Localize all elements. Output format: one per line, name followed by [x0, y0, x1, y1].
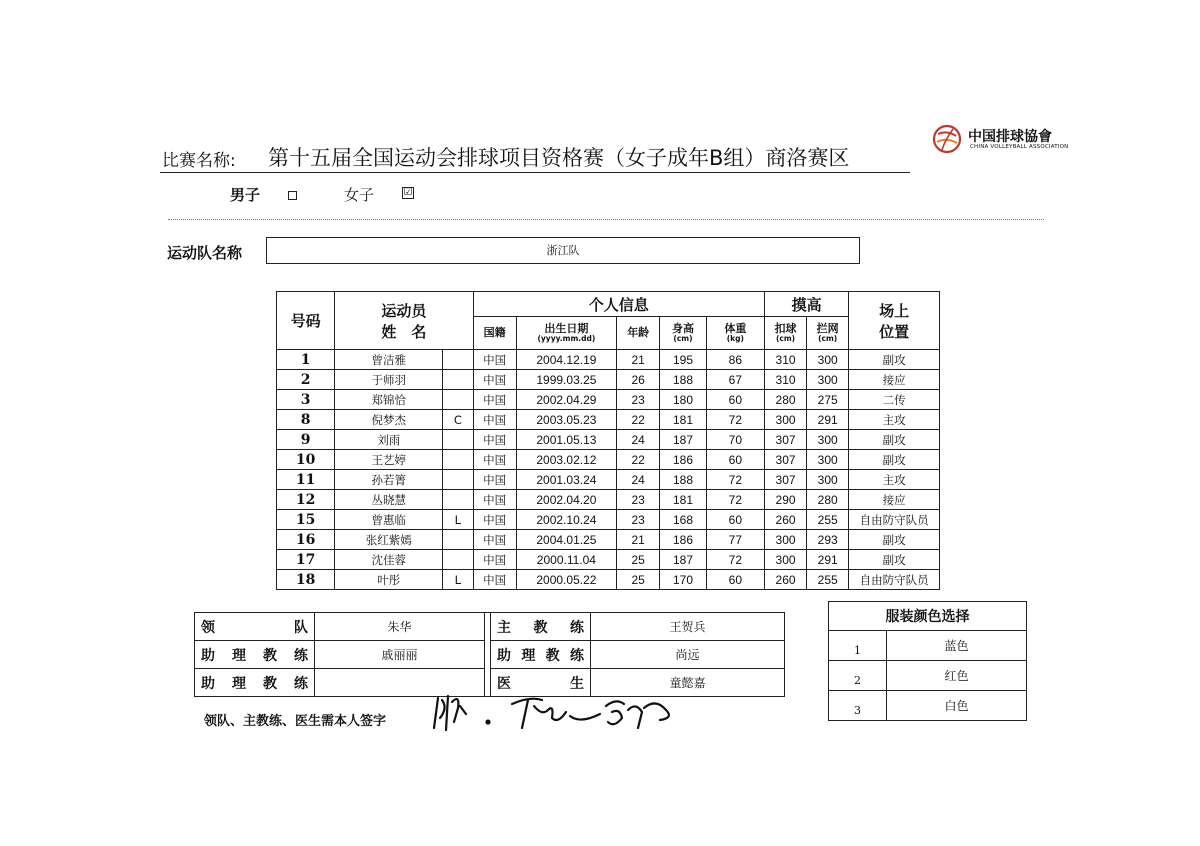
table-row — [277, 450, 940, 470]
roster-birth-date: 2002.04.20 — [516, 490, 616, 510]
roster-position: 自由防守队员 — [849, 570, 940, 590]
roster-spike: 300 — [765, 410, 807, 430]
signature-note: 领队、主教练、医生需本人签字 — [204, 714, 387, 729]
header-spike-label: 扣球 — [774, 322, 797, 335]
roster-birth-date: 2001.05.13 — [516, 430, 616, 450]
roster-age: 23 — [617, 390, 660, 410]
roster-birth-date: 2002.04.29 — [516, 390, 616, 410]
roster-height: 188 — [660, 370, 706, 390]
header-nationality: 国籍 — [473, 317, 516, 350]
roster-name: 王艺婷 — [335, 450, 443, 470]
roster-number: 11 — [277, 470, 335, 490]
roster-position: 副攻 — [849, 530, 940, 550]
roster-nationality: 中国 — [473, 450, 516, 470]
header-block-label: 拦网 — [816, 322, 839, 335]
table-row — [277, 550, 940, 570]
roster-nationality: 中国 — [473, 470, 516, 490]
roster-weight: 60 — [706, 390, 764, 410]
roster-block: 300 — [807, 470, 849, 490]
roster-spike: 300 — [765, 530, 807, 550]
roster-number: 8 — [277, 410, 335, 430]
table-row — [277, 570, 940, 590]
roster-spike: 290 — [765, 490, 807, 510]
roster-weight: 72 — [706, 470, 764, 490]
roster-mark — [443, 430, 473, 450]
roster-block: 300 — [807, 450, 849, 470]
check-icon: ☑ — [403, 187, 413, 198]
doctor-label: 医 生 — [491, 669, 591, 697]
roster-spike: 310 — [765, 370, 807, 390]
roster-mark — [443, 490, 473, 510]
roster-birth-date: 2004.12.19 — [516, 350, 616, 370]
roster-age: 22 — [617, 450, 660, 470]
roster-height: 188 — [660, 470, 706, 490]
header-position — [849, 292, 940, 350]
roster-position: 副攻 — [849, 350, 940, 370]
roster-nationality: 中国 — [473, 430, 516, 450]
roster-weight: 72 — [706, 410, 764, 430]
handwritten-signatures — [430, 688, 690, 734]
header-reach: 摸高 — [765, 292, 849, 317]
roster-age: 22 — [617, 410, 660, 430]
roster-height: 186 — [660, 450, 706, 470]
team-name-label: 运动队名称 — [167, 244, 243, 262]
roster-block: 300 — [807, 350, 849, 370]
roster-name: 倪梦杰 — [335, 410, 443, 430]
header-block-unit: (cm) — [818, 334, 838, 343]
uniform-color-3[interactable]: 白色 — [887, 691, 1027, 721]
roster-number: 9 — [277, 430, 335, 450]
roster-block: 255 — [807, 570, 849, 590]
roster-block: 291 — [807, 550, 849, 570]
uniform-index-3: 3 — [829, 691, 887, 721]
roster-block: 300 — [807, 370, 849, 390]
roster-spike: 307 — [765, 450, 807, 470]
roster-block: 300 — [807, 430, 849, 450]
team-name-value: 浙江队 — [546, 244, 580, 257]
roster-name: 丛晓慧 — [335, 490, 443, 510]
roster-number: 10 — [277, 450, 335, 470]
roster-height: 187 — [660, 430, 706, 450]
roster-block: 291 — [807, 410, 849, 430]
roster-number: 1 — [277, 350, 335, 370]
roster-mark — [443, 530, 473, 550]
header-number: 号码 — [277, 292, 335, 350]
roster-spike: 260 — [765, 510, 807, 530]
roster-nationality: 中国 — [473, 530, 516, 550]
roster-birth-date: 2001.03.24 — [516, 470, 616, 490]
head-coach-value[interactable]: 王贺兵 — [591, 613, 785, 641]
roster-mark — [443, 350, 473, 370]
assistant-coach-value-1[interactable]: 戚丽丽 — [315, 641, 485, 669]
roster-birth-date: 2000.05.22 — [516, 570, 616, 590]
roster-number: 17 — [277, 550, 335, 570]
roster-name: 于师羽 — [335, 370, 443, 390]
roster-nationality: 中国 — [473, 410, 516, 430]
header-spike-unit: (cm) — [775, 334, 796, 343]
header-height-label: 身高 — [671, 322, 694, 335]
roster-nationality: 中国 — [473, 490, 516, 510]
roster-spike: 260 — [765, 570, 807, 590]
roster-birth-date: 2004.01.25 — [516, 530, 616, 550]
roster-mark: C — [443, 410, 473, 430]
roster-name: 曾惠临 — [335, 510, 443, 530]
roster-nationality: 中国 — [473, 370, 516, 390]
roster-birth-date: 1999.03.25 — [516, 370, 616, 390]
roster-age: 21 — [617, 350, 660, 370]
roster-nationality: 中国 — [473, 510, 516, 530]
competition-label: 比赛名称: — [162, 151, 236, 171]
roster-age: 23 — [617, 490, 660, 510]
roster-number: 18 — [277, 570, 335, 590]
roster-nationality: 中国 — [473, 570, 516, 590]
roster-table — [276, 291, 940, 590]
roster-height: 170 — [660, 570, 706, 590]
roster-age: 21 — [617, 530, 660, 550]
roster-name: 张红紫嫣 — [335, 530, 443, 550]
roster-position: 自由防守队员 — [849, 510, 940, 530]
table-row — [277, 410, 940, 430]
leader-label: 领 队 — [195, 613, 315, 641]
roster-birth-date: 2003.02.12 — [516, 450, 616, 470]
assistant-coach-label-3: 助理教练 — [195, 669, 315, 697]
roster-number: 15 — [277, 510, 335, 530]
roster-spike: 310 — [765, 350, 807, 370]
roster-name: 叶彤 — [335, 570, 443, 590]
table-row — [277, 490, 940, 510]
header-weight — [706, 317, 764, 350]
roster-birth-date: 2000.11.04 — [516, 550, 616, 570]
header-height-unit: (cm) — [673, 334, 693, 343]
roster-name: 曾洁雅 — [335, 350, 443, 370]
table-row — [277, 430, 940, 450]
header-position-line1: 场上 — [879, 301, 910, 320]
roster-age: 24 — [617, 470, 660, 490]
roster-height: 181 — [660, 490, 706, 510]
roster-age: 25 — [617, 570, 660, 590]
roster-block: 280 — [807, 490, 849, 510]
divider — [168, 219, 1044, 220]
roster-number: 16 — [277, 530, 335, 550]
roster-spike: 280 — [765, 390, 807, 410]
assistant-coach-label-1: 助理教练 — [195, 641, 315, 669]
roster-name: 孙若箐 — [335, 470, 443, 490]
roster-height: 180 — [660, 390, 706, 410]
roster-name: 沈佳蓉 — [335, 550, 443, 570]
roster-height: 186 — [660, 530, 706, 550]
header-birth-date — [516, 317, 616, 350]
header-athlete — [335, 292, 473, 350]
roster-age: 23 — [617, 510, 660, 530]
roster-weight: 60 — [706, 510, 764, 530]
roster-number: 3 — [277, 390, 335, 410]
roster-number: 12 — [277, 490, 335, 510]
header-block — [807, 317, 849, 350]
female-checkbox[interactable] — [402, 187, 414, 199]
male-label: 男子 — [230, 186, 261, 204]
roster-spike: 307 — [765, 430, 807, 450]
team-name-field[interactable] — [266, 237, 860, 264]
header-height — [660, 317, 706, 350]
male-checkbox[interactable] — [288, 191, 297, 200]
uniform-color-1[interactable]: 蓝色 — [887, 631, 1027, 661]
roster-weight: 60 — [706, 570, 764, 590]
header-spike — [765, 317, 807, 350]
doctor-value[interactable]: 童懿嘉 — [591, 669, 785, 697]
header-weight-unit: (kg) — [726, 334, 744, 343]
staff-table — [194, 612, 785, 697]
table-row — [277, 350, 940, 370]
roster-position: 副攻 — [849, 450, 940, 470]
roster-position: 主攻 — [849, 410, 940, 430]
header-birth-date-label: 出生日期 — [544, 322, 589, 335]
roster-nationality: 中国 — [473, 390, 516, 410]
roster-mark — [443, 390, 473, 410]
header-birth-format: (yyyy.mm.dd) — [537, 334, 596, 343]
association-logo-text: 中国排球協會 — [968, 129, 1052, 145]
header-weight-label: 体重 — [724, 322, 747, 335]
header-personal-info: 个人信息 — [473, 292, 765, 317]
header-athlete-line2: 姓 名 — [381, 322, 427, 341]
roster-mark — [443, 470, 473, 490]
uniform-color-2[interactable]: 红色 — [887, 661, 1027, 691]
roster-weight: 72 — [706, 550, 764, 570]
roster-weight: 86 — [706, 350, 764, 370]
roster-position: 主攻 — [849, 470, 940, 490]
header-athlete-line1: 运动员 — [381, 301, 427, 320]
roster-mark: L — [443, 570, 473, 590]
table-row — [277, 510, 940, 530]
roster-height: 187 — [660, 550, 706, 570]
head-coach-label: 主教练 — [491, 613, 591, 641]
uniform-color-table — [828, 601, 1027, 721]
roster-position: 接应 — [849, 370, 940, 390]
roster-block: 293 — [807, 530, 849, 550]
uniform-index-1: 1 — [829, 631, 887, 661]
roster-spike: 307 — [765, 470, 807, 490]
header-position-line2: 位置 — [879, 322, 910, 341]
roster-position: 二传 — [849, 390, 940, 410]
roster-block: 275 — [807, 390, 849, 410]
header-age: 年龄 — [617, 317, 660, 350]
roster-weight: 72 — [706, 490, 764, 510]
table-row — [277, 370, 940, 390]
roster-weight: 67 — [706, 370, 764, 390]
roster-block: 255 — [807, 510, 849, 530]
roster-nationality: 中国 — [473, 550, 516, 570]
table-row — [277, 470, 940, 490]
uniform-index-2: 2 — [829, 661, 887, 691]
roster-birth-date: 2003.05.23 — [516, 410, 616, 430]
roster-age: 24 — [617, 430, 660, 450]
roster-height: 168 — [660, 510, 706, 530]
competition-name: 第十五届全国运动会排球项目资格赛（女子成年B组）商洛赛区 — [268, 146, 850, 170]
roster-mark — [443, 370, 473, 390]
roster-age: 25 — [617, 550, 660, 570]
roster-name: 郑锦恰 — [335, 390, 443, 410]
volleyball-logo-icon — [932, 124, 962, 154]
assistant-coach-label-2: 助理教练 — [491, 641, 591, 669]
female-label: 女子 — [344, 186, 375, 204]
roster-position: 接应 — [849, 490, 940, 510]
roster-nationality: 中国 — [473, 350, 516, 370]
roster-number: 2 — [277, 370, 335, 390]
roster-birth-date: 2002.10.24 — [516, 510, 616, 530]
leader-value[interactable]: 朱华 — [315, 613, 485, 641]
roster-height: 181 — [660, 410, 706, 430]
roster-mark: L — [443, 510, 473, 530]
roster-position: 副攻 — [849, 550, 940, 570]
table-row — [277, 390, 940, 410]
roster-spike: 300 — [765, 550, 807, 570]
uniform-title: 服装颜色选择 — [829, 602, 1027, 631]
assistant-coach-value-2[interactable]: 尚远 — [591, 641, 785, 669]
roster-mark — [443, 550, 473, 570]
roster-name: 刘雨 — [335, 430, 443, 450]
table-row — [277, 530, 940, 550]
association-logo-subtext: CHINA VOLLEYBALL ASSOCIATION — [970, 144, 1069, 150]
roster-weight: 60 — [706, 450, 764, 470]
roster-weight: 70 — [706, 430, 764, 450]
roster-mark — [443, 450, 473, 470]
roster-age: 26 — [617, 370, 660, 390]
roster-height: 195 — [660, 350, 706, 370]
roster-weight: 77 — [706, 530, 764, 550]
roster-position: 副攻 — [849, 430, 940, 450]
